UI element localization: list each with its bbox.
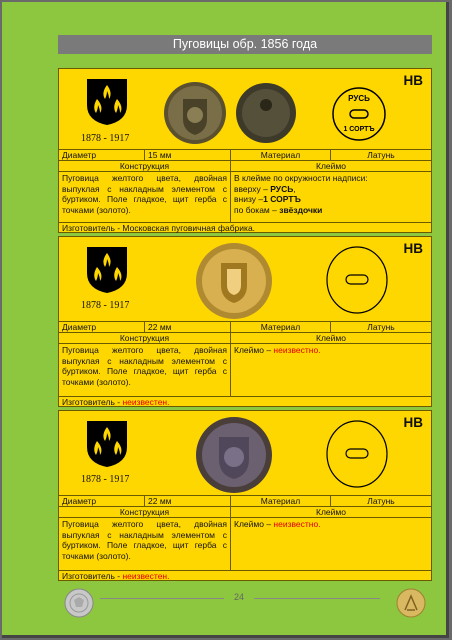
years-label: 1878 - 1917 <box>81 133 130 144</box>
badge-label: НВ <box>403 241 423 256</box>
diameter-value: 15 мм <box>145 150 231 160</box>
maker-text: Изготовитель - неизвестен. <box>59 570 431 581</box>
footer-divider-left <box>100 598 224 599</box>
stamp-drawing-icon <box>325 419 389 489</box>
info-table <box>59 321 431 407</box>
material-value: Латунь <box>367 150 395 160</box>
construction-text: Пуговица желтого цвета, двойная выпуклая с накладным элементом с буртиком. Поле гладкое, щит герба с точками (золото). <box>59 344 231 396</box>
material-label: Материал <box>231 496 331 506</box>
mark-header: Клеймо <box>316 333 346 343</box>
coat-of-arms-icon <box>85 419 129 469</box>
material-label: Материал <box>231 150 331 160</box>
construction-text: Пуговица желтого цвета, двойная выпуклая с накладным элементом с буртиком. Поле гладкое, щит герба с точками (золото). <box>59 172 231 222</box>
badge-label: НВ <box>403 415 423 430</box>
mark-header: Клеймо <box>316 161 346 171</box>
info-table <box>59 149 431 233</box>
construction-header: Конструкция <box>59 333 231 343</box>
gold-coin-icon <box>396 588 426 618</box>
construction-header: Конструкция <box>59 161 231 171</box>
silver-coin-icon <box>64 588 94 618</box>
button-card-2 <box>58 236 432 407</box>
button-front-photo <box>195 415 273 495</box>
button-front-photo <box>195 241 273 321</box>
mark-description: Клеймо – неизвестно. <box>234 519 321 529</box>
info-table <box>59 495 431 581</box>
badge-label: НВ <box>403 73 423 88</box>
material-value: Латунь <box>367 322 395 332</box>
diameter-value: 22 мм <box>145 496 231 506</box>
maker-text: Изготовитель - неизвестен. <box>59 396 431 407</box>
footer-divider-right <box>254 598 380 599</box>
button-front-photo <box>163 81 227 145</box>
construction-text: Пуговица желтого цвета, двойная выпуклая с накладным элементом с буртиком. Поле гладкое, щит герба с точками (золото). <box>59 518 231 570</box>
diameter-label: Диаметр <box>59 322 145 332</box>
stamp-drawing-icon <box>325 245 389 315</box>
years-label: 1878 - 1917 <box>81 474 130 485</box>
years-label: 1878 - 1917 <box>81 300 130 311</box>
mark-description: В клейме по окружности надписи: вверху – РУСЬ, внизу –1 СОРТЪ по бокам – звёздочки <box>234 173 368 215</box>
maker-text: Изготовитель - Московская пуговичная фабрика. <box>59 222 431 233</box>
card-image-area <box>59 69 431 149</box>
diameter-label: Диаметр <box>59 496 145 506</box>
mark-header: Клеймо <box>316 507 346 517</box>
card-image-area <box>59 237 431 321</box>
card-image-area <box>59 411 431 495</box>
button-back-photo <box>235 81 297 145</box>
coat-of-arms-icon <box>85 245 129 295</box>
button-card-1 <box>58 68 432 233</box>
material-value: Латунь <box>367 496 395 506</box>
page-title: Пуговицы обр. 1856 года <box>58 35 432 54</box>
diameter-value: 22 мм <box>145 322 231 332</box>
button-card-3 <box>58 410 432 581</box>
stamp-top-text: РУСЬ <box>348 94 370 103</box>
stamp-drawing-icon <box>331 85 387 143</box>
stamp-bottom-text: 1 СОРТЪ <box>343 126 375 133</box>
mark-description: Клеймо – неизвестно. <box>234 345 321 355</box>
construction-header: Конструкция <box>59 507 231 517</box>
material-label: Материал <box>231 322 331 332</box>
page-number: 24 <box>234 592 245 602</box>
diameter-label: Диаметр <box>59 150 145 160</box>
catalog-page <box>2 2 449 638</box>
coat-of-arms-icon <box>85 77 129 127</box>
